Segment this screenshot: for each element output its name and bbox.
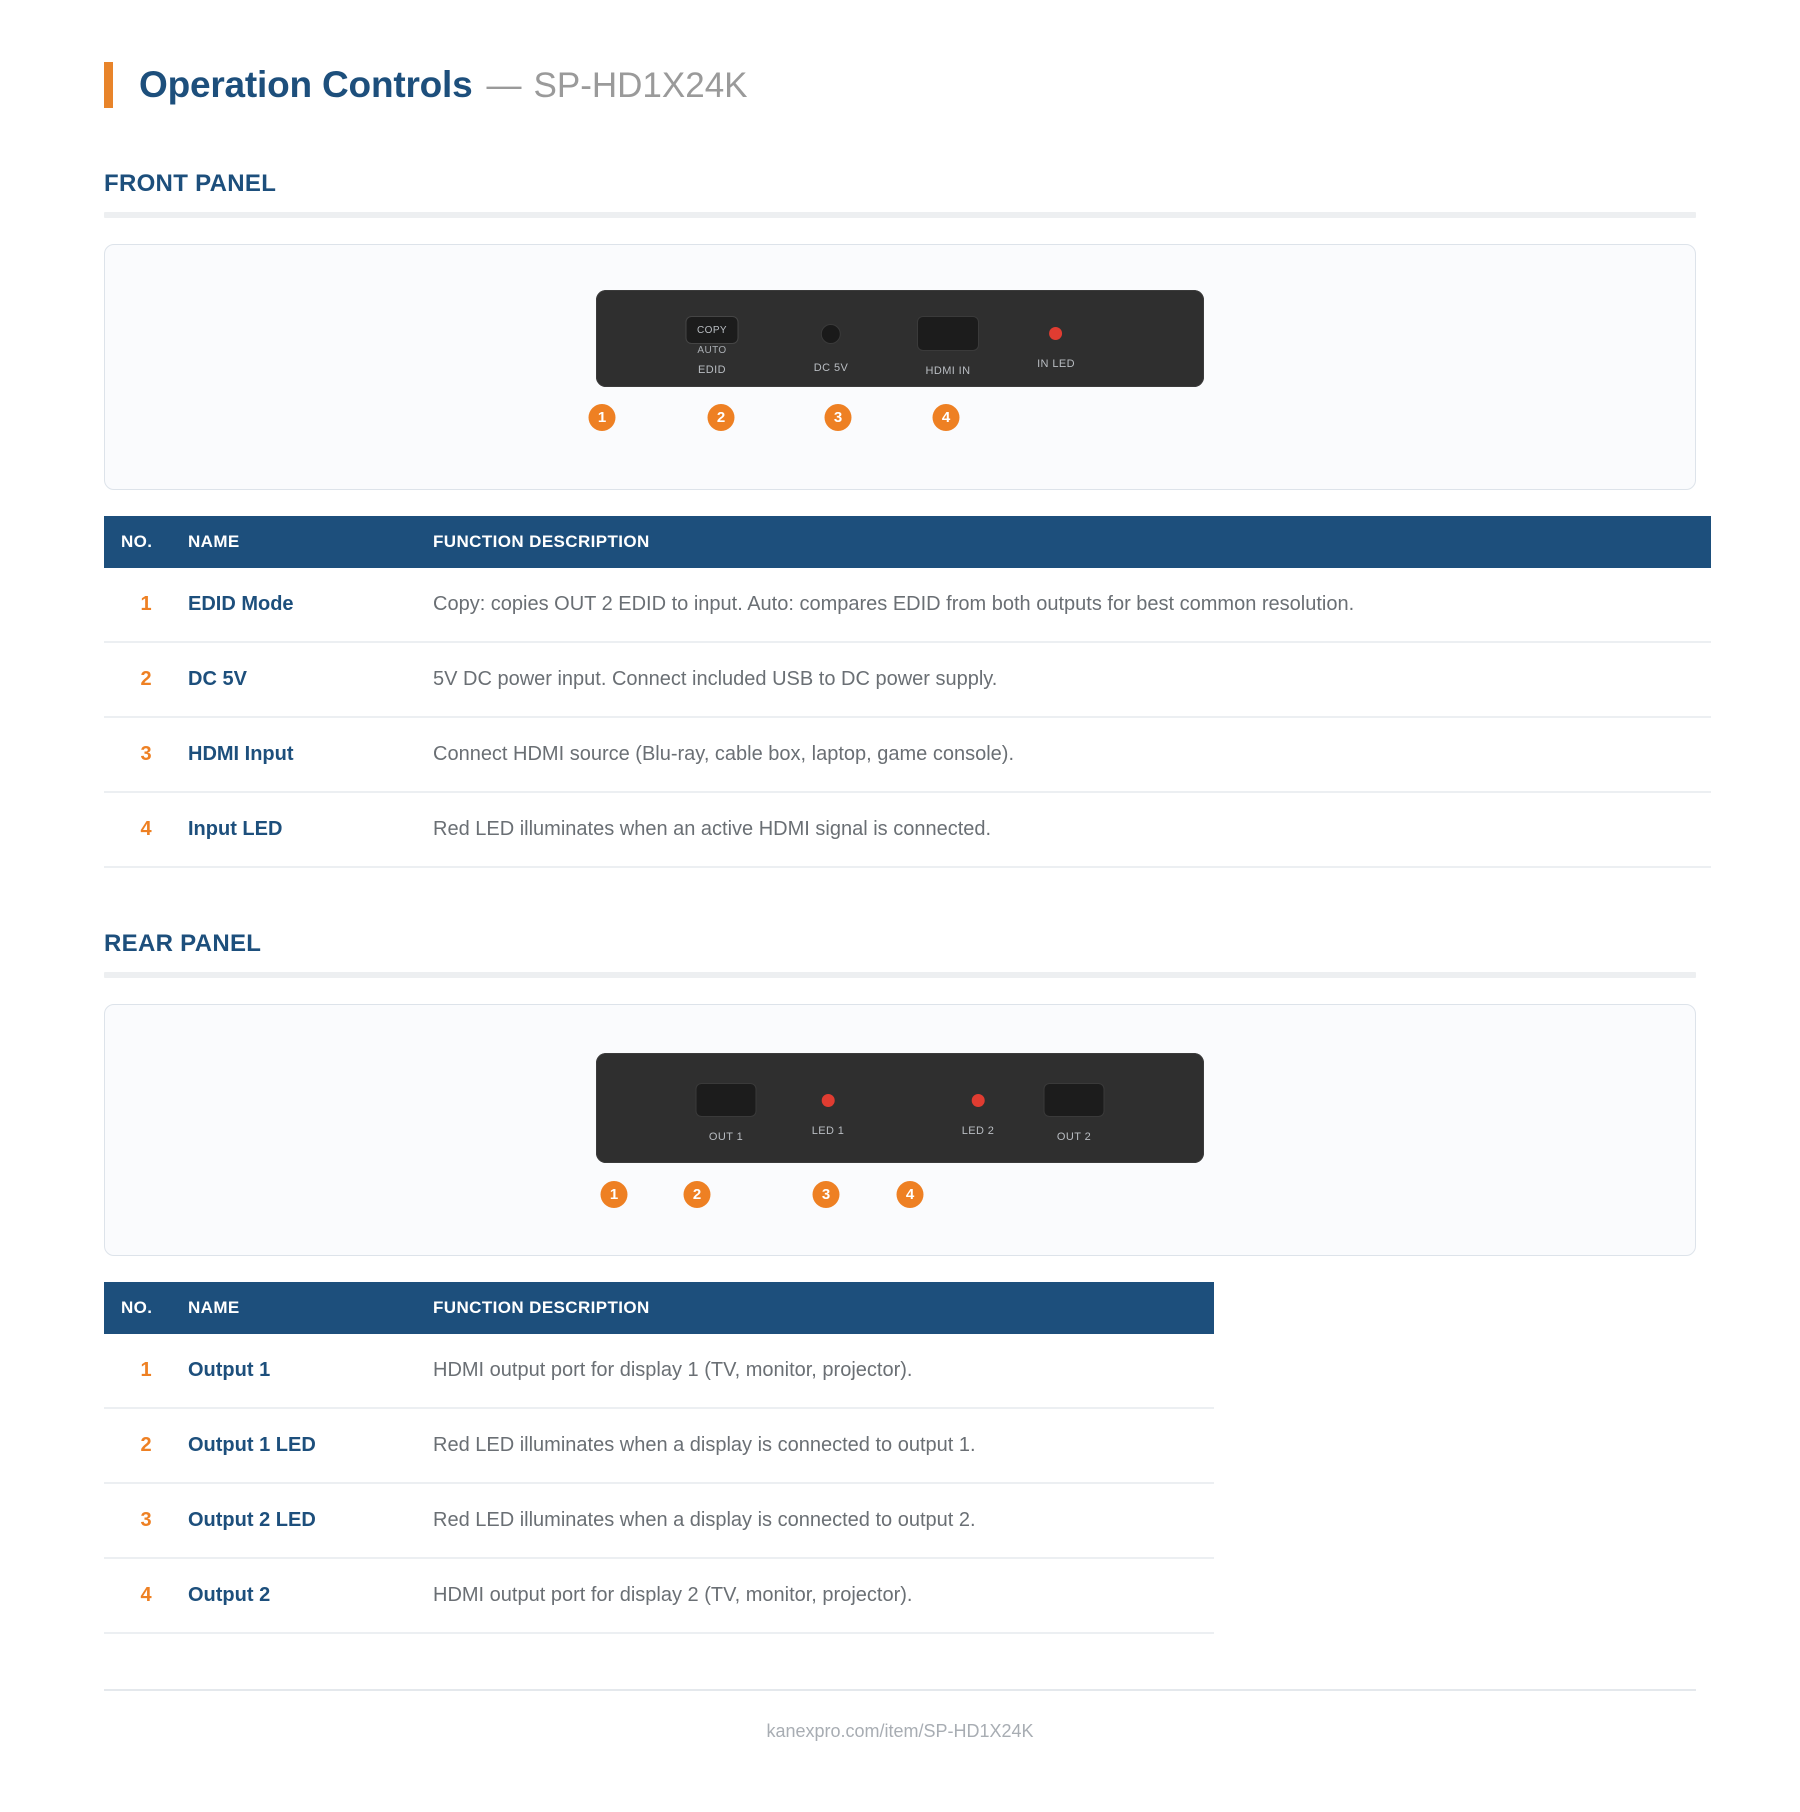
- front-port-dc5v: [814, 324, 848, 374]
- table-row: [104, 1558, 1214, 1633]
- hdmi-port-icon: [1044, 1083, 1105, 1117]
- front-port-label-edid: EDID: [698, 364, 726, 376]
- front-row-3-name: HDMI Input: [188, 717, 433, 792]
- front-table-head: [104, 516, 1711, 568]
- page-title-model: SP-HD1X24K: [533, 66, 748, 105]
- front-panel-ports: [596, 290, 1204, 387]
- rear-panel-diagram-card: [104, 1004, 1696, 1256]
- rear-callout-3: 3: [813, 1181, 840, 1208]
- rear-row-3-no: 3: [104, 1483, 188, 1558]
- rear-port-led1: [812, 1094, 845, 1137]
- front-col-desc: FUNCTION DESCRIPTION: [433, 516, 1711, 568]
- front-callout-4: 4: [933, 404, 960, 431]
- table-row: [104, 568, 1711, 642]
- rear-row-4-name: Output 2: [188, 1558, 433, 1633]
- rear-panel-device: [596, 1053, 1204, 1163]
- front-row-4-desc: Red LED illuminates when an active HDMI signal is connected.: [433, 792, 1711, 867]
- rear-row-2-name: Output 1 LED: [188, 1408, 433, 1483]
- front-row-1-no: 1: [104, 568, 188, 642]
- hdmi-port-icon: [917, 316, 979, 351]
- section-divider-front: [104, 212, 1696, 218]
- front-col-no: NO.: [104, 516, 188, 568]
- title-separator: —: [486, 66, 522, 105]
- front-port-label-in-led: IN LED: [1037, 358, 1075, 370]
- front-panel-diagram-card: [104, 244, 1696, 490]
- rear-row-4-no: 4: [104, 1558, 188, 1633]
- front-table-body: [104, 568, 1711, 867]
- rear-port-label-led2: LED 2: [961, 1125, 995, 1137]
- rear-callout-2: 2: [684, 1181, 711, 1208]
- rear-row-1-no: 1: [104, 1334, 188, 1408]
- rear-port-label-out2: OUT 2: [1056, 1131, 1092, 1143]
- edid-button-text: COPY: [697, 324, 727, 336]
- front-port-label-dc5v: DC 5V: [813, 362, 849, 374]
- hdmi-port-icon: [696, 1083, 757, 1117]
- front-col-name: NAME: [188, 516, 433, 568]
- rear-row-4-desc: HDMI output port for display 2 (TV, monitor, projector).: [433, 1558, 1214, 1633]
- table-row: [104, 792, 1711, 867]
- rear-panel-table: [104, 1282, 1214, 1634]
- rear-row-2-desc: Red LED illuminates when a display is connected to output 1.: [433, 1408, 1214, 1483]
- led-red-icon: [971, 1094, 984, 1107]
- page-title: [104, 0, 1696, 108]
- front-row-4-no: 4: [104, 792, 188, 867]
- rear-col-desc: FUNCTION DESCRIPTION: [433, 1282, 1214, 1334]
- rear-row-3-name: Output 2 LED: [188, 1483, 433, 1558]
- led-red-icon: [821, 1094, 834, 1107]
- front-row-3-no: 3: [104, 717, 188, 792]
- rear-col-name: NAME: [188, 1282, 433, 1334]
- front-table-header-row: [104, 516, 1711, 568]
- front-panel-device: [596, 290, 1204, 387]
- page-title-main: Operation Controls: [139, 64, 473, 105]
- rear-callout-4: 4: [897, 1181, 924, 1208]
- rear-table-body: [104, 1334, 1214, 1633]
- rear-port-label-led1: LED 1: [811, 1125, 845, 1137]
- dc-jack-icon: [821, 324, 841, 344]
- front-port-edid: [686, 316, 739, 376]
- front-row-4-name: Input LED: [188, 792, 433, 867]
- table-row: [104, 642, 1711, 717]
- rear-port-out1: [696, 1083, 757, 1143]
- rear-port-led2: [962, 1094, 995, 1137]
- rear-col-no: NO.: [104, 1282, 188, 1334]
- rear-row-3-desc: Red LED illuminates when a display is connected to output 2.: [433, 1483, 1214, 1558]
- front-row-3-desc: Connect HDMI source (Blu-ray, cable box, laptop, game console).: [433, 717, 1711, 792]
- title-accent-bar: [104, 62, 113, 108]
- rear-table-head: [104, 1282, 1214, 1334]
- front-row-2-name: DC 5V: [188, 642, 433, 717]
- footer-url: kanexpro.com/item/SP-HD1X24K: [766, 1721, 1034, 1741]
- table-row: [104, 1483, 1214, 1558]
- table-row: [104, 1408, 1214, 1483]
- rear-callout-1: 1: [601, 1181, 628, 1208]
- edid-button-sublabel: AUTO: [697, 345, 727, 356]
- front-row-2-no: 2: [104, 642, 188, 717]
- front-callout-2: 2: [708, 404, 735, 431]
- rear-port-label-out1: OUT 1: [708, 1131, 744, 1143]
- front-port-in-led: [1037, 327, 1075, 370]
- table-row: [104, 1334, 1214, 1408]
- rear-port-out2: [1044, 1083, 1105, 1143]
- led-red-icon: [1049, 327, 1062, 340]
- front-row-1-desc: Copy: copies OUT 2 EDID to input. Auto: compares EDID from both outputs for best common resolution.: [433, 568, 1711, 642]
- front-port-label-hdmi-in: HDMI IN: [925, 365, 971, 377]
- edid-button-icon[interactable]: [686, 316, 739, 344]
- rear-table-header-row: [104, 1282, 1214, 1334]
- footer-divider: [104, 1689, 1696, 1691]
- rear-panel-ports: [596, 1053, 1204, 1163]
- front-row-1-name: EDID Mode: [188, 568, 433, 642]
- table-row: [104, 717, 1711, 792]
- front-port-hdmi-in: [917, 316, 979, 377]
- front-callout-1: 1: [589, 404, 616, 431]
- rear-row-2-no: 2: [104, 1408, 188, 1483]
- front-callout-3: 3: [825, 404, 852, 431]
- section-heading-front: FRONT PANEL: [104, 170, 277, 197]
- front-row-2-desc: 5V DC power input. Connect included USB to DC power supply.: [433, 642, 1711, 717]
- front-panel-table: [104, 516, 1711, 868]
- rear-row-1-name: Output 1: [188, 1334, 433, 1408]
- section-heading-rear: REAR PANEL: [104, 930, 262, 957]
- rear-row-1-desc: HDMI output port for display 1 (TV, monitor, projector).: [433, 1334, 1214, 1408]
- section-divider-rear: [104, 972, 1696, 978]
